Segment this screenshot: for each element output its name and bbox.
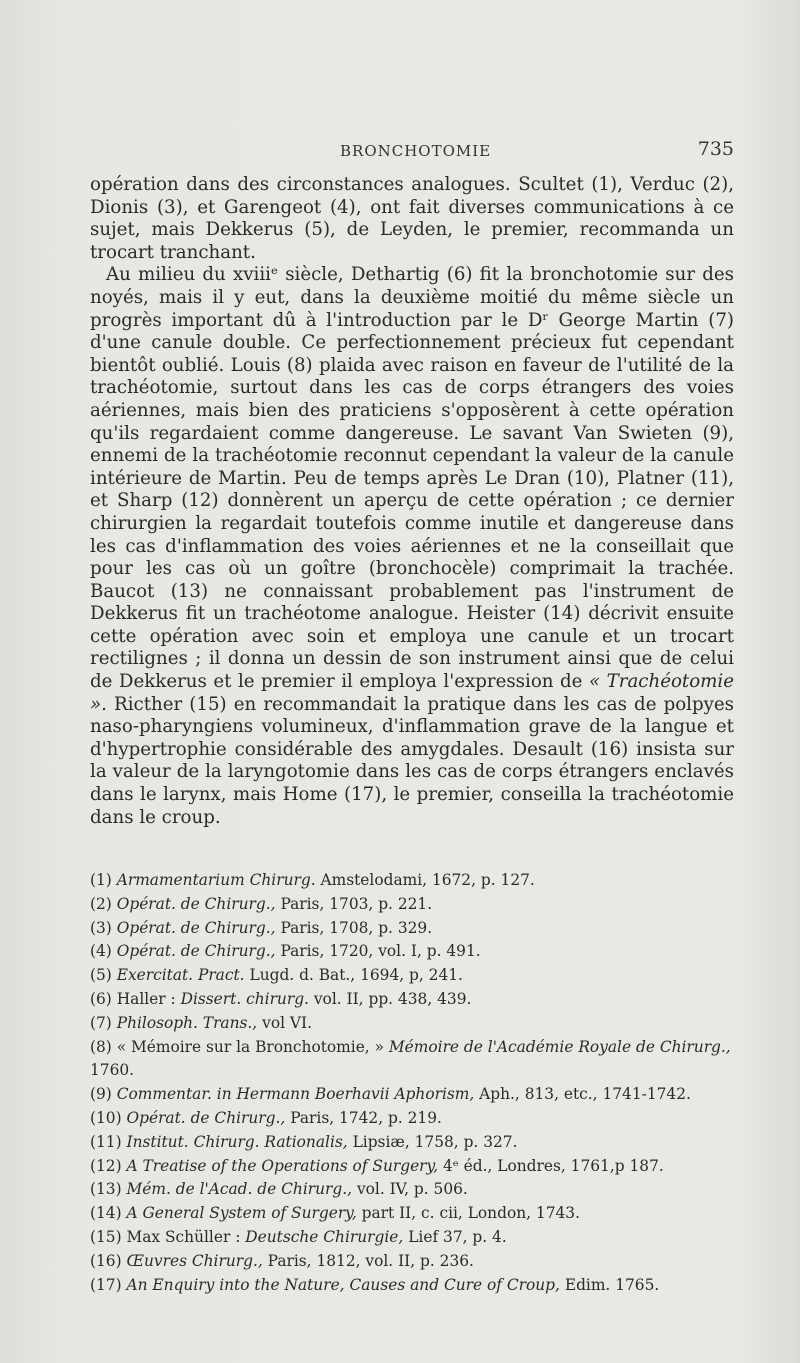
footnote-number: (5) xyxy=(90,966,112,985)
footnote-number: (8) xyxy=(90,1037,112,1056)
footnotes xyxy=(90,869,738,1297)
footnote-number: (3) xyxy=(90,918,112,937)
footnote-details: Aph., 813, etc., 1741-1742. xyxy=(479,1085,691,1104)
footnote xyxy=(90,893,738,917)
footnote-title: Deutsche Chirurgie, xyxy=(245,1227,404,1246)
footnote xyxy=(90,917,738,941)
footnote-details: Paris, 1703, p. 221. xyxy=(280,894,433,913)
footnote-details: Edim. 1765. xyxy=(564,1275,660,1294)
running-title: BRONCHOTOMIE xyxy=(340,142,492,160)
footnote-title: A General System of Surgery, xyxy=(126,1204,357,1223)
footnote xyxy=(90,1155,738,1179)
footnote-number: (2) xyxy=(90,894,112,913)
footnote-details: Paris, 1742, p. 219. xyxy=(290,1108,442,1127)
footnote-author: Max Schüller : xyxy=(126,1227,241,1246)
paragraph-text: Ricther (15) en recommandait la pratique dans les cas de polpyes naso-pharyngiens volumineux, d'inflammation grave de la langue et d'hypertrophie considérable des amygdales. Desault (16) insista sur la valeur de la laryngotomie dans les cas de corps étrangers enclavés dans le larynx, mais Home (17), le premier, conseilla la trachéotomie dans le croup. xyxy=(90,693,734,828)
footnote-number: (10) xyxy=(90,1108,122,1127)
footnote-number: (17) xyxy=(90,1275,122,1294)
page-number: 735 xyxy=(697,138,734,160)
footnote-number: (1) xyxy=(90,871,112,889)
footnote xyxy=(90,1012,738,1036)
footnote-details: Lipsiæ, 1758, p. 327. xyxy=(352,1132,518,1151)
footnote xyxy=(90,1274,738,1298)
footnote-details: 1760. xyxy=(90,1061,135,1080)
footnote-number: (7) xyxy=(90,1013,112,1032)
footnote-title: Commentar. in Hermann Boerhavii Aphorism, xyxy=(116,1085,475,1104)
footnote-title: Mémoire de l'Académie Royale de Chirurg., xyxy=(388,1037,731,1056)
quoted-term: « Trachéotomie ». xyxy=(90,671,734,715)
footnote-author: « Mémoire sur la Bronchotomie, » xyxy=(116,1037,385,1056)
footnote-number: (14) xyxy=(90,1204,122,1223)
paragraph-text: Au milieu du xviiiᵉ siècle, Dethartig (6) fit la bronchotomie sur des noyés, mais il y eut, dans la deuxième moitié du même siècle un progrès important dû à l'introduction par le Dʳ George Martin (7) d'une canule double. Ce perfectionnement précieux fut cependant bientôt oublié. Louis (8) plaida avec raison en faveur de l'utilité de la trachéotomie, surtout dans les cas de corps étrangers des voies aériennes, mais bien des praticiens s'opposèrent à cette opération qu'ils regardaient comme dangereuse. Le savant Van Swieten (9), ennemi de la trachéotomie reconnut cependant la valeur de la canule intérieure de Martin. Peu de temps après Le Dran (10), Platner (11), et Sharp (12) donnèrent un aperçu de cette opération ; ce dernier chirurgien la regardait toutefois comme inutile et dangereuse dans les cas d'inflammation des voies aériennes et ne la conseillait que pour les cas où un goître (bronchocèle) comprimait la trachée. Baucot (13) ne connaissant probablement pas l'instrument de Dekkerus fit un trachéotome analogue. Heister (14) décrivit ensuite cette opération avec soin et employa une canule et un trocart rectilignes ; il donna un dessin de son instrument ainsi que de celui de Dekkerus et le premier il employa l'expression de xyxy=(90,264,734,693)
footnote-details: Paris, 1812, vol. II, p. 236. xyxy=(267,1251,474,1270)
footnote-number: (16) xyxy=(90,1251,122,1270)
footnote-number: (11) xyxy=(90,1132,122,1151)
page-header xyxy=(90,138,734,168)
footnote xyxy=(90,988,738,1012)
footnote-details: 4ᵉ éd., Londres, 1761,p 187. xyxy=(443,1156,664,1175)
footnote-title: Dissert. chirurg. xyxy=(180,989,309,1008)
footnote-title: Exercitat. Pract. xyxy=(116,966,245,985)
footnote xyxy=(90,1178,738,1202)
footnote-number: (4) xyxy=(90,942,112,961)
footnote-details: vol. IV, p. 506. xyxy=(356,1180,468,1199)
footnote xyxy=(90,964,738,988)
footnote-number: (15) xyxy=(90,1227,122,1246)
footnote xyxy=(90,1202,738,1226)
footnote-details: Paris, 1708, p. 329. xyxy=(280,918,433,937)
footnote-title: Opérat. de Chirurg., xyxy=(116,918,276,937)
paragraph xyxy=(90,264,734,829)
footnote xyxy=(90,869,738,893)
footnote xyxy=(90,940,738,964)
footnote-details: Paris, 1720, vol. I, p. 491. xyxy=(280,942,481,961)
footnote xyxy=(90,1131,738,1155)
footnote-author: Haller : xyxy=(116,989,176,1008)
footnote-title: A Treatise of the Operations of Surgery, xyxy=(126,1156,439,1175)
footnote-title: Mém. de l'Acad. de Chirurg., xyxy=(126,1180,353,1199)
footnote-title: Opérat. de Chirurg., xyxy=(116,942,276,961)
footnote-details: Amstelodami, 1672, p. 127. xyxy=(320,871,535,889)
main-text xyxy=(90,174,734,829)
footnote-title: Philosoph. Trans., xyxy=(116,1013,258,1032)
footnote-details: vol. II, pp. 438, 439. xyxy=(313,989,472,1008)
footnote-details: Lugd. d. Bat., 1694, p, 241. xyxy=(249,966,463,985)
footnote-title: Institut. Chirurg. Rationalis, xyxy=(126,1132,348,1151)
footnote-number: (13) xyxy=(90,1180,122,1199)
footnote-title: Opérat. de Chirurg., xyxy=(126,1108,286,1127)
footnote-title: An Enquiry into the Nature, Causes and Cure of Croup, xyxy=(126,1275,560,1294)
footnote xyxy=(90,1083,738,1107)
footnote-number: (9) xyxy=(90,1085,112,1104)
footnote xyxy=(90,1107,738,1131)
footnote-number: (6) xyxy=(90,989,112,1008)
footnote-details: vol VI. xyxy=(262,1013,312,1032)
footnote-details: part II, c. cii, London, 1743. xyxy=(361,1204,580,1223)
paragraph: opération dans des circonstances analogues. Scultet (1), Verduc (2), Dionis (3), et Garengeot (4), ont fait diverses communications à ce sujet, mais Dekkerus (5), de Leyden, le premier, recommanda un trocart tranchant. xyxy=(90,174,734,263)
footnote-title: Œuvres Chirurg., xyxy=(126,1251,263,1270)
footnote-title: Opérat. de Chirurg., xyxy=(116,894,276,913)
footnote-title: Armamentarium Chirurg. xyxy=(116,871,316,889)
footnote-details: Lief 37, p. 4. xyxy=(408,1227,507,1246)
footnote xyxy=(90,1226,738,1250)
footnote xyxy=(90,1250,738,1274)
footnote xyxy=(90,1036,738,1084)
footnote-number: (12) xyxy=(90,1156,122,1175)
